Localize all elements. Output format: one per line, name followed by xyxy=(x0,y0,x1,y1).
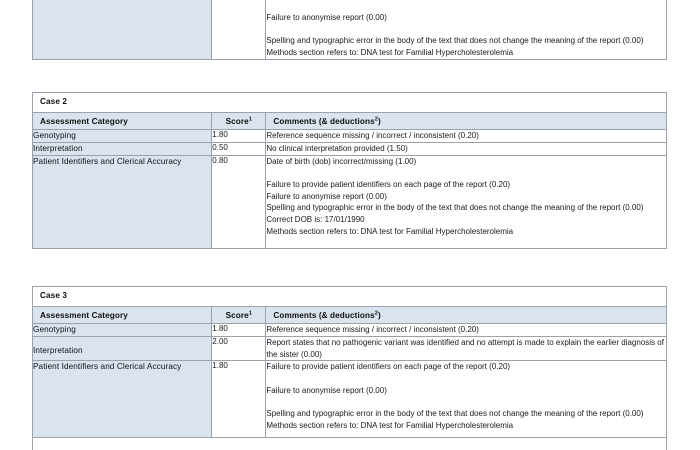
comments-cell xyxy=(266,324,667,337)
column-header-comments: Comments (& deductions$^2$) xyxy=(266,113,667,130)
score-cell: 0.50 xyxy=(212,142,266,155)
comment-line: Failure to anonymise report (0.00) xyxy=(266,385,387,395)
comments-cell xyxy=(266,155,667,248)
table-row xyxy=(33,361,667,440)
category-cell: Interpretation xyxy=(33,336,212,361)
score-cell: 1.80 xyxy=(212,361,266,440)
score-cell: 2.00 xyxy=(212,336,266,361)
comment-line: Failure to anonymise report (0.00) xyxy=(266,191,387,201)
case-title: Case 3 xyxy=(33,287,667,307)
table-row xyxy=(33,130,667,143)
score-cell xyxy=(212,0,266,59)
assessment-table-top xyxy=(32,0,667,60)
table-row xyxy=(33,336,667,361)
comment-line: Methods section refers to: DNA test for Familial Hypercholesterolemia xyxy=(266,420,514,430)
comments-cell xyxy=(266,336,667,361)
comment-line: Reference sequence missing / incorrect / inconsistent (0.20) xyxy=(266,325,479,334)
footnote-marker-2: 2 xyxy=(374,309,378,316)
column-header-comments: Comments (& deductions$^2$) xyxy=(266,307,667,324)
footnote-marker-2: 2 xyxy=(374,115,378,122)
column-header-score: Score$^1$ xyxy=(212,307,266,324)
category-cell: Genotyping xyxy=(33,324,212,337)
case-title xyxy=(33,438,667,450)
comment-line xyxy=(266,0,666,1)
column-header-category: Assessment Category xyxy=(33,113,212,130)
column-header-score: Score$^1$ xyxy=(212,113,266,130)
case-title-row xyxy=(33,93,667,113)
table-row xyxy=(33,324,667,337)
column-header-category: Assessment Category xyxy=(33,307,212,324)
comment-line: Spelling and typographic error in the body of the text that does not change the meaning of the report (0.00) xyxy=(266,36,644,46)
category-cell: Patient Identifiers and Clerical Accuracy xyxy=(33,155,212,248)
comment-line: Correct DOB is: 17/01/1990 xyxy=(266,215,365,225)
comment-line: Failure to provide patient identifiers on each page of the report (0.20) xyxy=(266,179,511,189)
table-row xyxy=(33,155,667,248)
category-cell xyxy=(33,0,212,59)
score-cell: 0.80 xyxy=(212,155,266,248)
comments-cell xyxy=(266,142,667,155)
category-cell: Interpretation xyxy=(33,142,212,155)
comment-line: Spelling and typographic error in the body of the text that does not change the meaning of the report (0.00) xyxy=(266,203,644,213)
comments-cell xyxy=(266,130,667,143)
comment-line: Spelling and typographic error in the body of the text that does not change the meaning of the report (0.00) xyxy=(266,408,644,418)
assessment-table-case-3 xyxy=(32,286,667,440)
comment-line: Methods section refers to: DNA test for Familial Hypercholesterolemia xyxy=(266,227,514,237)
comment-line: Reference sequence missing / incorrect / inconsistent (0.20) xyxy=(266,131,479,140)
comment-line: Methods section refers to: DNA test for Familial Hypercholesterolemia xyxy=(266,48,514,58)
comment-line: Report states that no pathogenic variant was identified and no attempt is made to explain the earlier diagnosis of the sister (0.00) xyxy=(266,337,664,359)
comments-cell xyxy=(266,361,667,440)
case-title-row xyxy=(33,287,667,307)
comment-line: No clinical interpretation provided (1.50) xyxy=(266,143,408,153)
case-title: Case 2 xyxy=(33,93,667,113)
comments-cell xyxy=(266,0,667,59)
footnote-marker-1: 1 xyxy=(248,115,253,122)
case-title-row xyxy=(33,438,667,450)
comment-line: Failure to provide patient identifiers on each page of the report (0.20) xyxy=(266,362,511,372)
column-header-row xyxy=(33,113,667,130)
comment-line: Date of birth (dob) incorrect/missing (1.00) xyxy=(266,156,417,166)
comment-line: Failure to anonymise report (0.00) xyxy=(266,13,387,23)
assessment-table-case-2 xyxy=(32,92,667,249)
score-cell: 1.80 xyxy=(212,324,266,337)
category-cell: Patient Identifiers and Clerical Accuracy xyxy=(33,361,212,440)
column-header-row xyxy=(33,307,667,324)
footnote-marker-1: 1 xyxy=(248,309,253,316)
assessment-table-case-4 xyxy=(32,437,667,450)
table-row xyxy=(33,0,667,59)
category-cell: Genotyping xyxy=(33,130,212,143)
score-cell: 1.80 xyxy=(212,130,266,143)
table-row xyxy=(33,142,667,155)
